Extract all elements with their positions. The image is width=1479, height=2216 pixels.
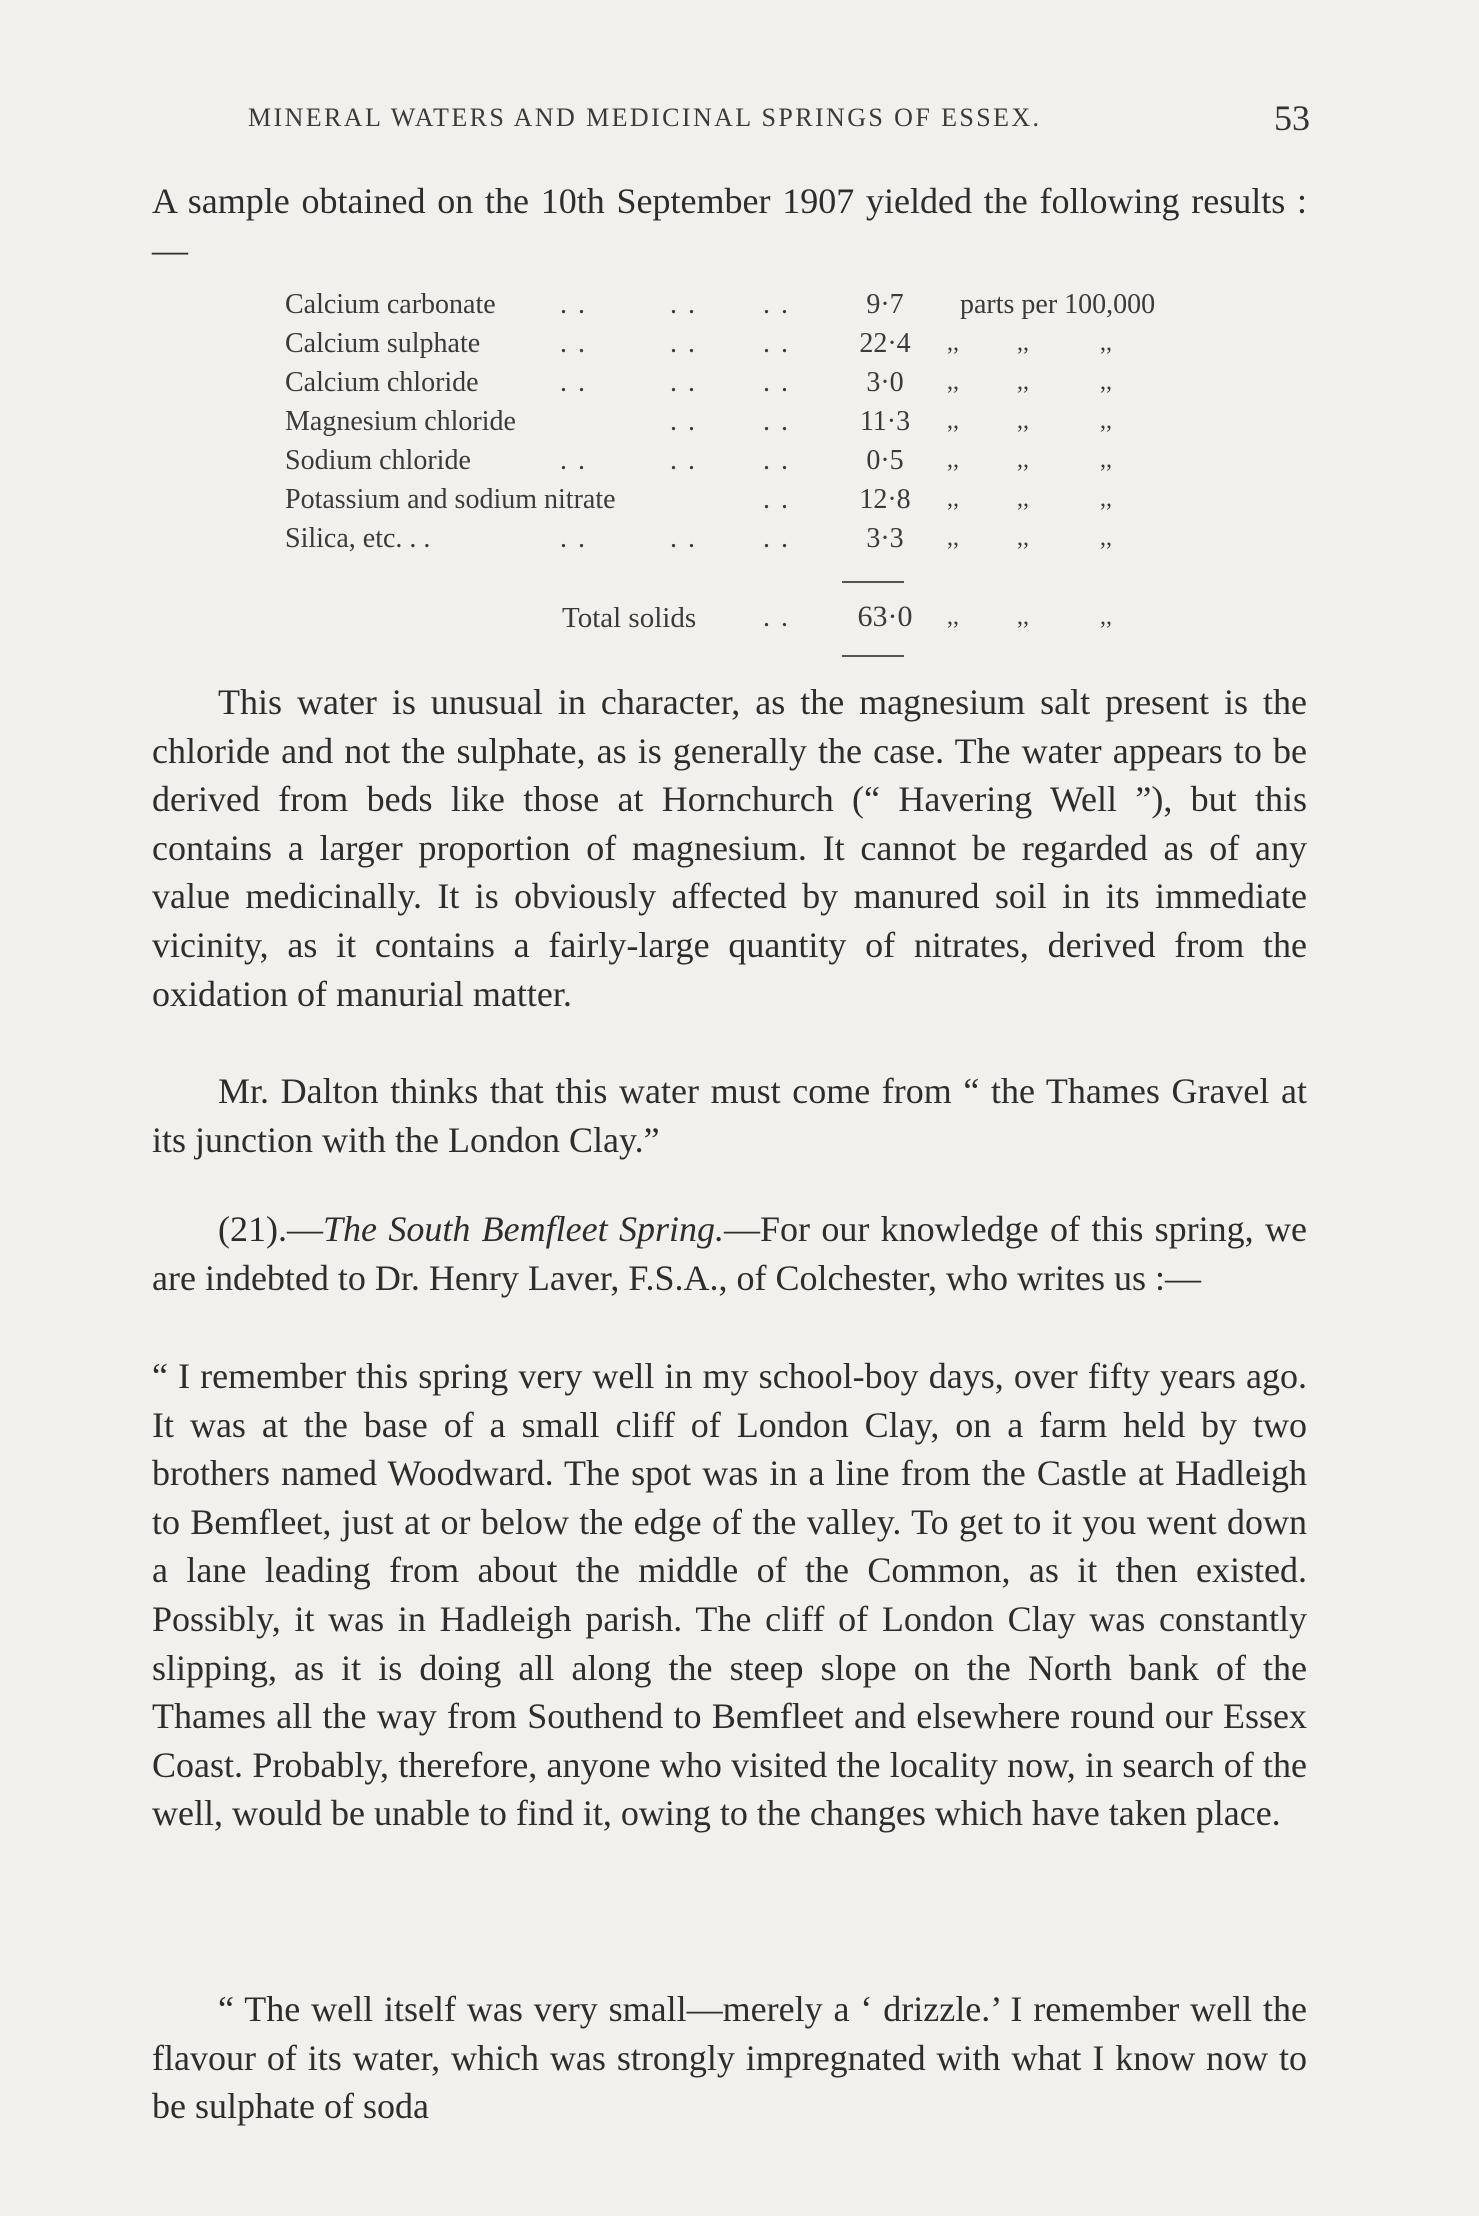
ditto-mark: ,, — [1017, 408, 1029, 434]
leader-dots: . . — [763, 367, 790, 398]
leader-dots: . . — [560, 328, 587, 359]
ditto-mark: ,, — [947, 408, 959, 434]
table-row — [285, 363, 1185, 402]
ditto-mark: ,, — [947, 369, 959, 395]
total-dots: . . — [763, 602, 790, 633]
leader-dots: . . — [670, 289, 697, 320]
ditto-mark: ,, — [1100, 604, 1112, 630]
ditto-mark: ,, — [1017, 330, 1029, 356]
ditto-mark: ,, — [1017, 604, 1029, 630]
ditto-mark: ,, — [947, 330, 959, 356]
paragraph-laver-letter: “ I remember this spring very well in my school-boy days, over fifty years ago. It was at the base of a small cliff of London Clay, on a farm held by two brothers named Woodward. The spot was in a line from the Castle at Hadleigh to Bemfleet, just at or below the edge of the valley. To get to it you went down a lane leading from about the middle of the Common, as it then existed. Possibly, it was in Hadleigh parish. The cliff of London Clay was constantly slipping, as it is doing all along the steep slope on the North bank of the Thames all the way from Southend to Bemfleet and elsewhere round our Essex Coast. Probably, therefore, anyone who visited the locality now, in search of the well, would be unable to find it, owing to the changes which have taken place. — [152, 1356, 1307, 1834]
table-row — [285, 441, 1185, 480]
ditto-mark: ,, — [947, 525, 959, 551]
leader-dots: . . — [763, 523, 790, 554]
section-intro-text: —For our knowledge of this spring, we are indebted to Dr. Henry Laver, F.S.A., of Colchester, who writes us :— — [152, 1209, 1308, 1298]
leader-dots: . . — [670, 367, 697, 398]
ditto-mark: ,, — [947, 486, 959, 512]
ditto-mark: ,, — [1100, 525, 1112, 551]
total-label: Total solids — [562, 602, 697, 634]
page-number: 53 — [1274, 98, 1310, 138]
substance-name: Potassium and sodium nitrate — [285, 484, 616, 515]
leader-dots: . . — [670, 523, 697, 554]
leader-dots: . . — [560, 367, 587, 398]
running-title: MINERAL WATERS AND MEDICINAL SPRINGS OF ESSEX. — [248, 103, 1042, 132]
section-number: (21).— — [218, 1209, 323, 1249]
substance-name: Calcium carbonate — [285, 289, 496, 320]
ditto-mark: ,, — [1100, 408, 1112, 434]
leader-dots: . . — [670, 406, 697, 437]
ditto-mark: ,, — [947, 447, 959, 473]
ditto-mark: ,, — [1017, 447, 1029, 473]
ditto-mark: ,, — [1100, 369, 1112, 395]
sum-rule — [842, 581, 904, 583]
total-value: 63·0 — [857, 600, 913, 633]
leader-dots: . . — [670, 445, 697, 476]
leader-dots: . . — [763, 445, 790, 476]
leader-dots: . . — [763, 484, 790, 515]
ditto-mark: ,, — [1017, 369, 1029, 395]
unit-label: parts per 100,000 — [960, 289, 1156, 320]
ditto-mark: ,, — [1017, 486, 1029, 512]
leader-dots: . . — [763, 289, 790, 320]
paragraph-dalton-quote: Mr. Dalton thinks that this water must come from “ the Thames Gravel at its junction with the London Clay.” — [152, 1071, 1307, 1160]
substance-name: Sodium chloride — [285, 445, 471, 476]
ditto-mark: ,, — [1100, 330, 1112, 356]
ditto-mark: ,, — [1100, 486, 1112, 512]
substance-value: 11·3 — [859, 406, 911, 437]
substance-name: Calcium sulphate — [285, 328, 481, 359]
leader-dots: . . — [763, 328, 790, 359]
leader-dots: . . — [560, 445, 587, 476]
leader-dots: . . — [763, 406, 790, 437]
substance-name: Magnesium chloride — [285, 406, 516, 437]
ditto-mark: ,, — [1017, 525, 1029, 551]
table-row — [285, 402, 1185, 441]
paragraph-south-bemfleet-spring — [152, 1205, 1307, 1302]
leader-dots: . . — [560, 289, 587, 320]
substance-value: 9·7 — [866, 289, 904, 320]
substance-name: Silica, etc. . . — [285, 523, 431, 554]
substance-value: 0·5 — [866, 445, 904, 476]
substance-value: 3·0 — [866, 367, 904, 398]
table-row — [285, 324, 1185, 363]
ditto-mark: ,, — [947, 604, 959, 630]
substance-value: 22·4 — [859, 328, 911, 359]
table-row — [285, 519, 1185, 558]
analysis-table — [285, 285, 1185, 634]
total-row — [285, 600, 1185, 640]
leader-dots: . . — [560, 523, 587, 554]
analysis-rows — [285, 285, 1185, 558]
ditto-mark: ,, — [1100, 447, 1112, 473]
substance-value: 3·3 — [866, 523, 904, 554]
paragraph-well-description: “ The well itself was very small—merely a ‘ drizzle.’ I remember well the flavour of its water, which was strongly impregnated with what I know now to be sulphate of soda — [152, 1989, 1307, 2127]
intro-paragraph: A sample obtained on the 10th September 1907 yielded the following results :— — [152, 181, 1307, 270]
paragraph-analysis-commentary: This water is unusual in character, as the magnesium salt present is the chloride and not the sulphate, as is generally the case. The water appears to be derived from beds like those at Hornchurch (“ Havering Well ”), but this contains a larger proportion of magnesium. It cannot be regarded as of any value medicinally. It is obviously affected by manured soil in its immediate vicinity, as it contains a fairly-large quantity of nitrates, derived from the oxidation of manurial matter. — [152, 682, 1307, 1014]
substance-name: Calcium chloride — [285, 367, 479, 398]
table-row — [285, 285, 1185, 324]
section-title: The South Bemfleet Spring. — [322, 1209, 724, 1249]
total-rule — [842, 655, 904, 657]
substance-value: 12·8 — [859, 484, 911, 515]
leader-dots: . . — [670, 328, 697, 359]
running-head — [150, 97, 1310, 147]
table-row — [285, 480, 1185, 519]
